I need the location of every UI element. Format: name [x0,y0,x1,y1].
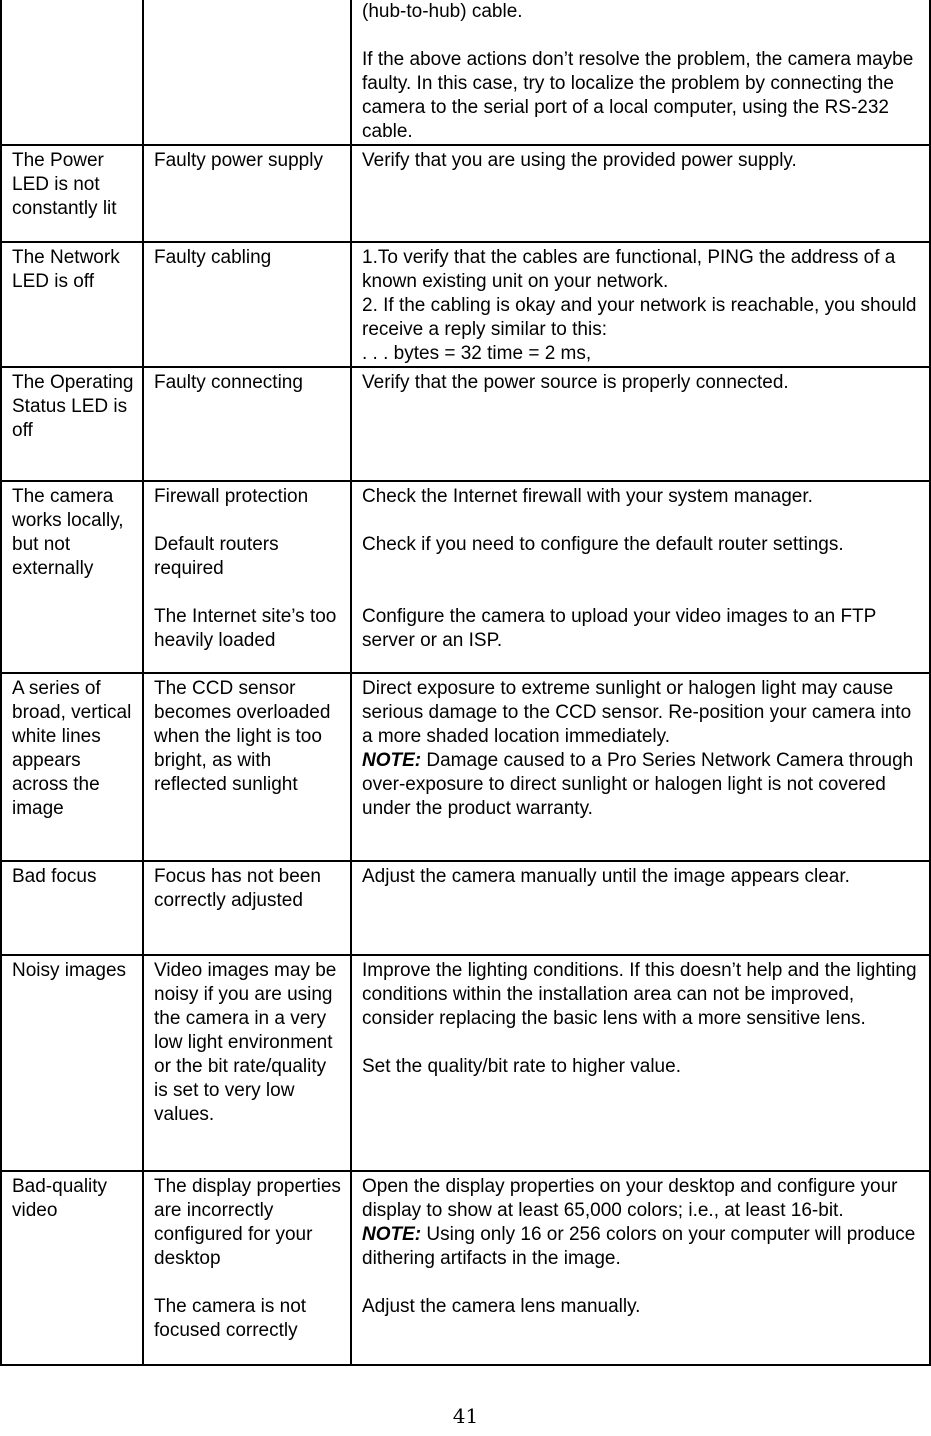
page-number: 41 [452,1404,479,1428]
action-cell [351,481,930,673]
problem-cell: The camera works locally, but not externally [1,481,143,673]
problem-cell: The Power LED is not constantly lit [1,145,143,242]
action-cell [351,0,930,145]
table-row [1,861,930,955]
action-text: . . . bytes = 32 time = 2 ms, [362,343,592,364]
cause-text: The display properties are incorrectly configured for your desktop [154,1176,341,1269]
table-row [1,367,930,481]
note-label: NOTE: [362,750,422,771]
cause-text: Default routers required [154,534,279,579]
action-text: (hub-to-hub) cable. [362,1,523,22]
cause-cell: Faulty connecting [143,367,351,481]
problem-cell: Noisy images [1,955,143,1171]
table-row [1,0,930,145]
action-text: Check the Internet firewall with your system manager. [362,486,813,507]
table-row [1,145,930,242]
action-text: 1.To verify that the cables are functional, PING the address of a known existing unit on your network. [362,247,896,292]
cause-text: The camera is not focused correctly [154,1296,307,1341]
cause-cell: The CCD sensor becomes overloaded when the light is too bright, as with reflected sunlight [143,673,351,861]
note-text: NOTE: Damage caused to a Pro Series Network Camera through over-exposure to direct sunlight or halogen light is not covered under the product warranty. [362,750,914,819]
problem-cell: A series of broad, vertical white lines appears across the image [1,673,143,861]
cause-text: Firewall protection [154,486,309,507]
table-row [1,481,930,673]
cause-cell [143,0,351,145]
action-text: Check if you need to configure the default router settings. [362,534,844,555]
cause-text: The Internet site’s too heavily loaded [154,606,337,651]
action-cell [351,242,930,367]
problem-cell [1,0,143,145]
action-text: Direct exposure to extreme sunlight or halogen light may cause serious damage to the CCD sensor. Re-position your camera into a more shaded location immediately. [362,678,912,747]
action-text: Verify that the power source is properly connected. [362,372,789,393]
action-cell [351,673,930,861]
action-text: Adjust the camera lens manually. [362,1296,641,1317]
problem-cell: Bad focus [1,861,143,955]
cause-cell [143,1171,351,1365]
problem-cell: The Network LED is off [1,242,143,367]
problem-cell: Bad-quality video [1,1171,143,1365]
table-row [1,673,930,861]
action-text: 2. If the cabling is okay and your network is reachable, you should receive a reply similar to this: [362,295,917,340]
table-row [1,955,930,1171]
problem-cell: The Operating Status LED is off [1,367,143,481]
cause-cell: Faulty power supply [143,145,351,242]
note-text: NOTE: Using only 16 or 256 colors on your computer will produce dithering artifacts in the image. [362,1224,916,1269]
action-text: Open the display properties on your desktop and configure your display to show at least 65,000 colors; i.e., at least 16-bit. [362,1176,898,1221]
action-cell [351,861,930,955]
action-text: Set the quality/bit rate to higher value. [362,1056,681,1077]
action-text: Configure the camera to upload your video images to an FTP server or an ISP. [362,606,876,651]
cause-cell: Video images may be noisy if you are using the camera in a very low light environment or the bit rate/quality is set to very low values. [143,955,351,1171]
table-row [1,242,930,367]
action-text: If the above actions don’t resolve the problem, the camera maybe faulty. In this case, try to localize the problem by connecting the camera to the serial port of a local computer, using the RS-232 cable. [362,49,914,142]
table-row [1,1171,930,1365]
note-label: NOTE: [362,1224,422,1245]
action-cell [351,1171,930,1365]
action-cell [351,145,930,242]
action-cell [351,955,930,1171]
cause-cell: Faulty cabling [143,242,351,367]
action-cell [351,367,930,481]
action-text: Adjust the camera manually until the image appears clear. [362,866,850,887]
cause-cell [143,481,351,673]
action-text: Verify that you are using the provided power supply. [362,150,797,171]
cause-cell: Focus has not been correctly adjusted [143,861,351,955]
action-text: Improve the lighting conditions. If this doesn’t help and the lighting conditions within the installation area can not be improved, consider replacing the basic lens with a more sensitive lens. [362,960,917,1029]
